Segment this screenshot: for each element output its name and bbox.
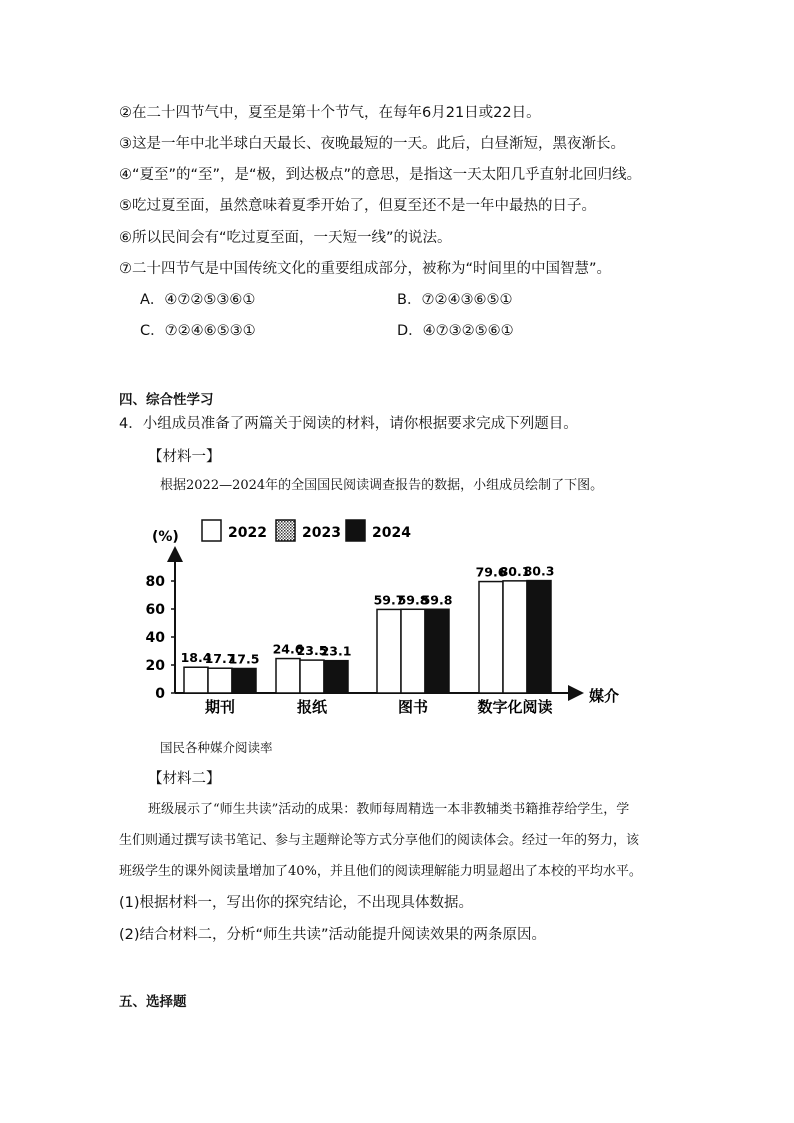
data-label-图书-2022: 59.7: [373, 592, 405, 608]
sentence-6: ⑥所以民间会有“吃过夏至面，一天短一线”的说法。: [119, 230, 452, 246]
bar-报纸-2023: [300, 660, 324, 693]
y-axis-label: (%): [152, 529, 179, 545]
data-label-数字化阅读-2023: 80.1: [499, 563, 531, 579]
sentence-3: ③这是一年中北半球白天最长、夜晚最短的一天。此后，白昼渐短，黑夜渐长。: [119, 136, 625, 152]
sentence-7: ⑦二十四节气是中国传统文化的重要组成部分，被称为“时间里的中国智慧”。: [119, 261, 612, 277]
section-5-heading: 五、选择题: [119, 994, 187, 1010]
chart-caption: 国民各种媒介阅读率: [160, 740, 273, 755]
data-label-期刊-2022: 18.4: [180, 650, 212, 666]
data-label-期刊-2023: 17.7: [204, 651, 236, 667]
legend-swatch-2024: [346, 520, 365, 541]
bar-图书-2024: [425, 609, 449, 693]
legend-label-2022: 2022: [228, 525, 267, 541]
material-1-text: 根据2022—2024年的全国国民阅读调查报告的数据，小组成员绘制了下图。: [160, 478, 604, 493]
option-b[interactable]: B．⑦②④③⑥⑤①: [397, 292, 513, 308]
material-2-line-2: 生们则通过撰写读书笔记、参与主题辩论等方式分享他们的阅读体会。经过一年的努力，该: [119, 833, 640, 848]
category-label: 数字化阅读: [477, 698, 553, 716]
y-tick-label: 40: [145, 630, 165, 646]
bar-报纸-2022: [276, 659, 300, 693]
data-label-期刊-2024: 17.5: [228, 651, 260, 667]
legend-swatch-2022: [202, 520, 221, 541]
sentence-2: ②在二十四节气中，夏至是第十个节气，在每年6月21日或22日。: [119, 105, 541, 121]
material-2-title: 【材料二】: [148, 771, 221, 787]
data-label-图书-2024: 59.8: [421, 592, 453, 608]
category-label: 报纸: [296, 698, 328, 716]
bar-数字化阅读-2022: [479, 582, 503, 693]
bar-期刊-2023: [208, 668, 232, 693]
sub-question-1: (1)根据材料一，写出你的探究结论，不出现具体数据。: [119, 895, 474, 911]
data-label-报纸-2022: 24.6: [272, 641, 304, 657]
category-label: 期刊: [204, 698, 236, 716]
bar-数字化阅读-2024: [527, 581, 551, 693]
material-1-title: 【材料一】: [148, 449, 221, 465]
x-axis-label: 媒介: [589, 687, 620, 705]
data-label-报纸-2024: 23.1: [320, 643, 352, 659]
material-2-line-1: 班级展示了“师生共读”活动的成果：教师每周精选一本非教辅类书籍推荐给学生，学: [148, 802, 630, 817]
section-4-heading: 四、综合性学习: [119, 392, 214, 408]
y-tick-label: 60: [145, 602, 165, 618]
y-tick-label: 80: [145, 574, 165, 590]
bar-期刊-2022: [184, 667, 208, 693]
category-label: 图书: [397, 698, 429, 716]
bar-数字化阅读-2023: [503, 581, 527, 693]
y-tick-label: 0: [155, 686, 165, 702]
data-label-数字化阅读-2022: 79.6: [475, 564, 507, 580]
bar-报纸-2024: [324, 661, 348, 693]
question-4-stem: 4．小组成员准备了两篇关于阅读的材料，请你根据要求完成下列题目。: [119, 416, 578, 432]
legend-label-2024: 2024: [372, 525, 411, 541]
sub-question-2: (2)结合材料二，分析“师生共读”活动能提升阅读效果的两条原因。: [119, 927, 547, 943]
option-c[interactable]: C．⑦②④⑥⑤③①: [140, 323, 256, 339]
sentence-4: ④“夏至”的“至”，是“极，到达极点”的意思，是指这一天太阳几乎直射北回归线。: [119, 167, 642, 183]
data-label-图书-2023: 59.8: [397, 592, 429, 608]
y-tick-label: 20: [145, 658, 165, 674]
legend-swatch-2023: [276, 520, 295, 541]
material-2-line-3: 班级学生的课外阅读量增加了40%，并且他们的阅读理解能力明显超出了本校的平均水平。: [119, 864, 642, 879]
data-label-报纸-2023: 23.5: [296, 643, 328, 659]
option-a[interactable]: A．④⑦②⑤③⑥①: [140, 292, 256, 308]
bar-图书-2023: [401, 609, 425, 693]
bar-期刊-2024: [232, 669, 256, 694]
option-d[interactable]: D．④⑦③②⑤⑥①: [397, 323, 514, 339]
bar-图书-2022: [377, 609, 401, 693]
data-label-数字化阅读-2024: 80.3: [523, 563, 555, 579]
legend-label-2023: 2023: [302, 525, 341, 541]
reading-rate-bar-chart: [140, 512, 640, 722]
sentence-5: ⑤吃过夏至面，虽然意味着夏季开始了，但夏至还不是一年中最热的日子。: [119, 198, 596, 214]
